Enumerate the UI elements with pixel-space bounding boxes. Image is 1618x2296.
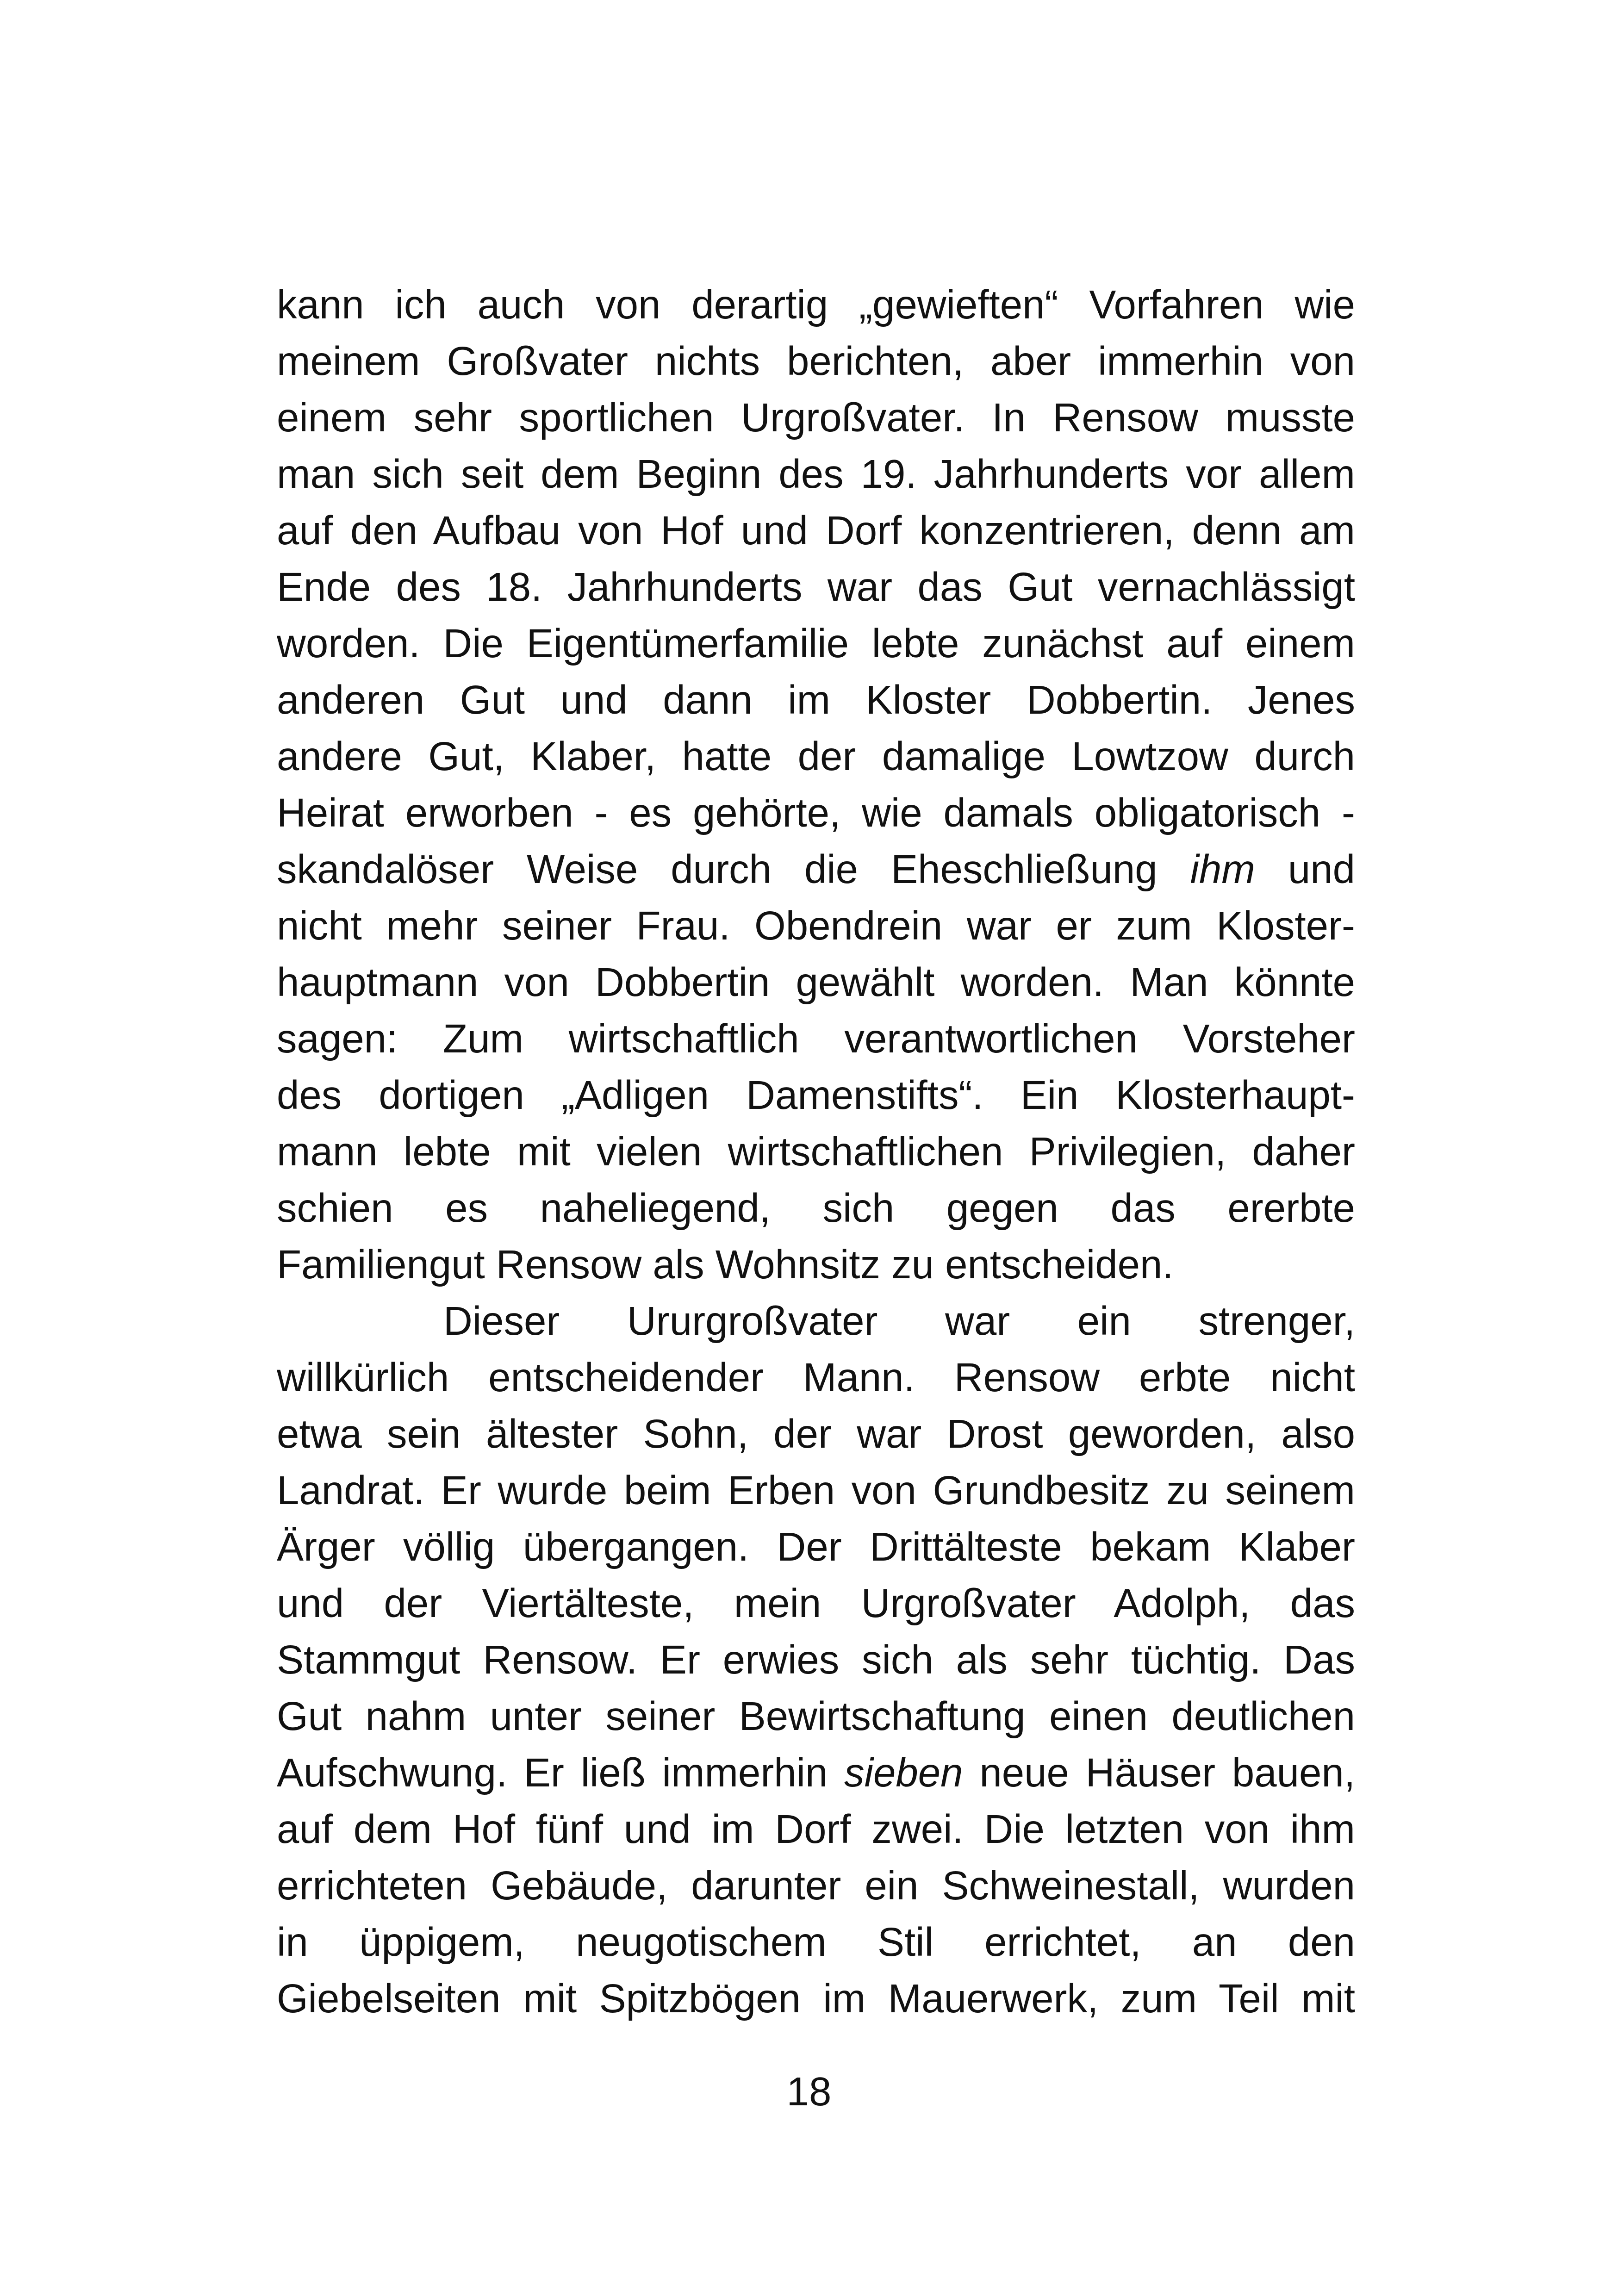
paragraph-end-line: Familiengut Rensow als Wohnsitz zu entscheiden.: [277, 1242, 1174, 1287]
text-line: Ärger völlig übergangen. Der Drittälteste bekam Klaber: [277, 1524, 1355, 1569]
line-segment: skandalöser Weise durch die Eheschließung: [277, 847, 1190, 892]
text-line: nicht mehr seiner Frau. Obendrein war er zum Kloster-: [277, 903, 1355, 948]
text-line: meinem Großvater nichts berichten, aber immerhin von: [277, 339, 1355, 384]
page-number: 18: [786, 2069, 832, 2114]
text-line: sagen: Zum wirtschaftlich verantwortlichen Vorsteher: [277, 1016, 1355, 1061]
text-line: mann lebte mit vielen wirtschaftlichen Privilegien, daher: [277, 1129, 1355, 1174]
emphasis-word: sieben: [844, 1750, 963, 1795]
text-line-with-emphasis: [277, 841, 1355, 898]
text-line: kann ich auch von derartig „gewieften“ Vorfahren wie: [277, 282, 1355, 327]
text-line: Giebelseiten mit Spitzbögen im Mauerwerk, zum Teil mit: [277, 1976, 1355, 2021]
emphasis-word: ihm: [1190, 847, 1255, 892]
text-line: auf dem Hof fünf und im Dorf zwei. Die letzten von ihm: [277, 1807, 1355, 1852]
text-line: errichteten Gebäude, darunter ein Schweinestall, wurden: [277, 1863, 1355, 1908]
text-line: einem sehr sportlichen Urgroßvater. In Rensow musste: [277, 395, 1355, 440]
body-text: [277, 277, 1355, 2027]
text-line: andere Gut, Klaber, hatte der damalige Lowtzow durch: [277, 734, 1355, 779]
text-line: Stammgut Rensow. Er erwies sich als sehr tüchtig. Das: [277, 1637, 1355, 1682]
text-line: des dortigen „Adligen Damenstifts“. Ein Klosterhaupt-: [277, 1073, 1355, 1118]
text-line: Ende des 18. Jahrhunderts war das Gut vernachlässigt: [277, 565, 1355, 610]
text-line: etwa sein ältester Sohn, der war Drost geworden, also: [277, 1412, 1355, 1456]
text-line: schien es naheliegend, sich gegen das ererbte: [277, 1186, 1355, 1231]
text-line: auf den Aufbau von Hof und Dorf konzentrieren, denn am: [277, 508, 1355, 553]
text-line-with-emphasis: [277, 1745, 1355, 1801]
text-line: anderen Gut und dann im Kloster Dobbertin. Jenes: [277, 678, 1355, 722]
text-line: hauptmann von Dobbertin gewählt worden. Man könnte: [277, 960, 1355, 1005]
line-segment: neue Häuser bauen,: [963, 1750, 1355, 1795]
line-segment: und: [1255, 847, 1355, 892]
text-line: worden. Die Eigentümerfamilie lebte zunächst auf einem: [277, 621, 1355, 666]
paragraph-first-line: Dieser Ururgroßvater war ein strenger,: [443, 1299, 1355, 1344]
text-line: in üppigem, neugotischem Stil errichtet, an den: [277, 1920, 1355, 1965]
text-line: Gut nahm unter seiner Bewirtschaftung einen deutlichen: [277, 1694, 1355, 1739]
text-line: Heirat erworben - es gehörte, wie damals obligatorisch -: [277, 790, 1355, 835]
text-line: und der Viertälteste, mein Urgroßvater Adolph, das: [277, 1581, 1355, 1626]
text-line: Landrat. Er wurde beim Erben von Grundbesitz zu seinem: [277, 1468, 1355, 1513]
text-line: willkürlich entscheidender Mann. Rensow erbte nicht: [277, 1355, 1355, 1400]
text-line: man sich seit dem Beginn des 19. Jahrhunderts vor allem: [277, 452, 1355, 497]
line-segment: Aufschwung. Er ließ immerhin: [277, 1750, 845, 1795]
